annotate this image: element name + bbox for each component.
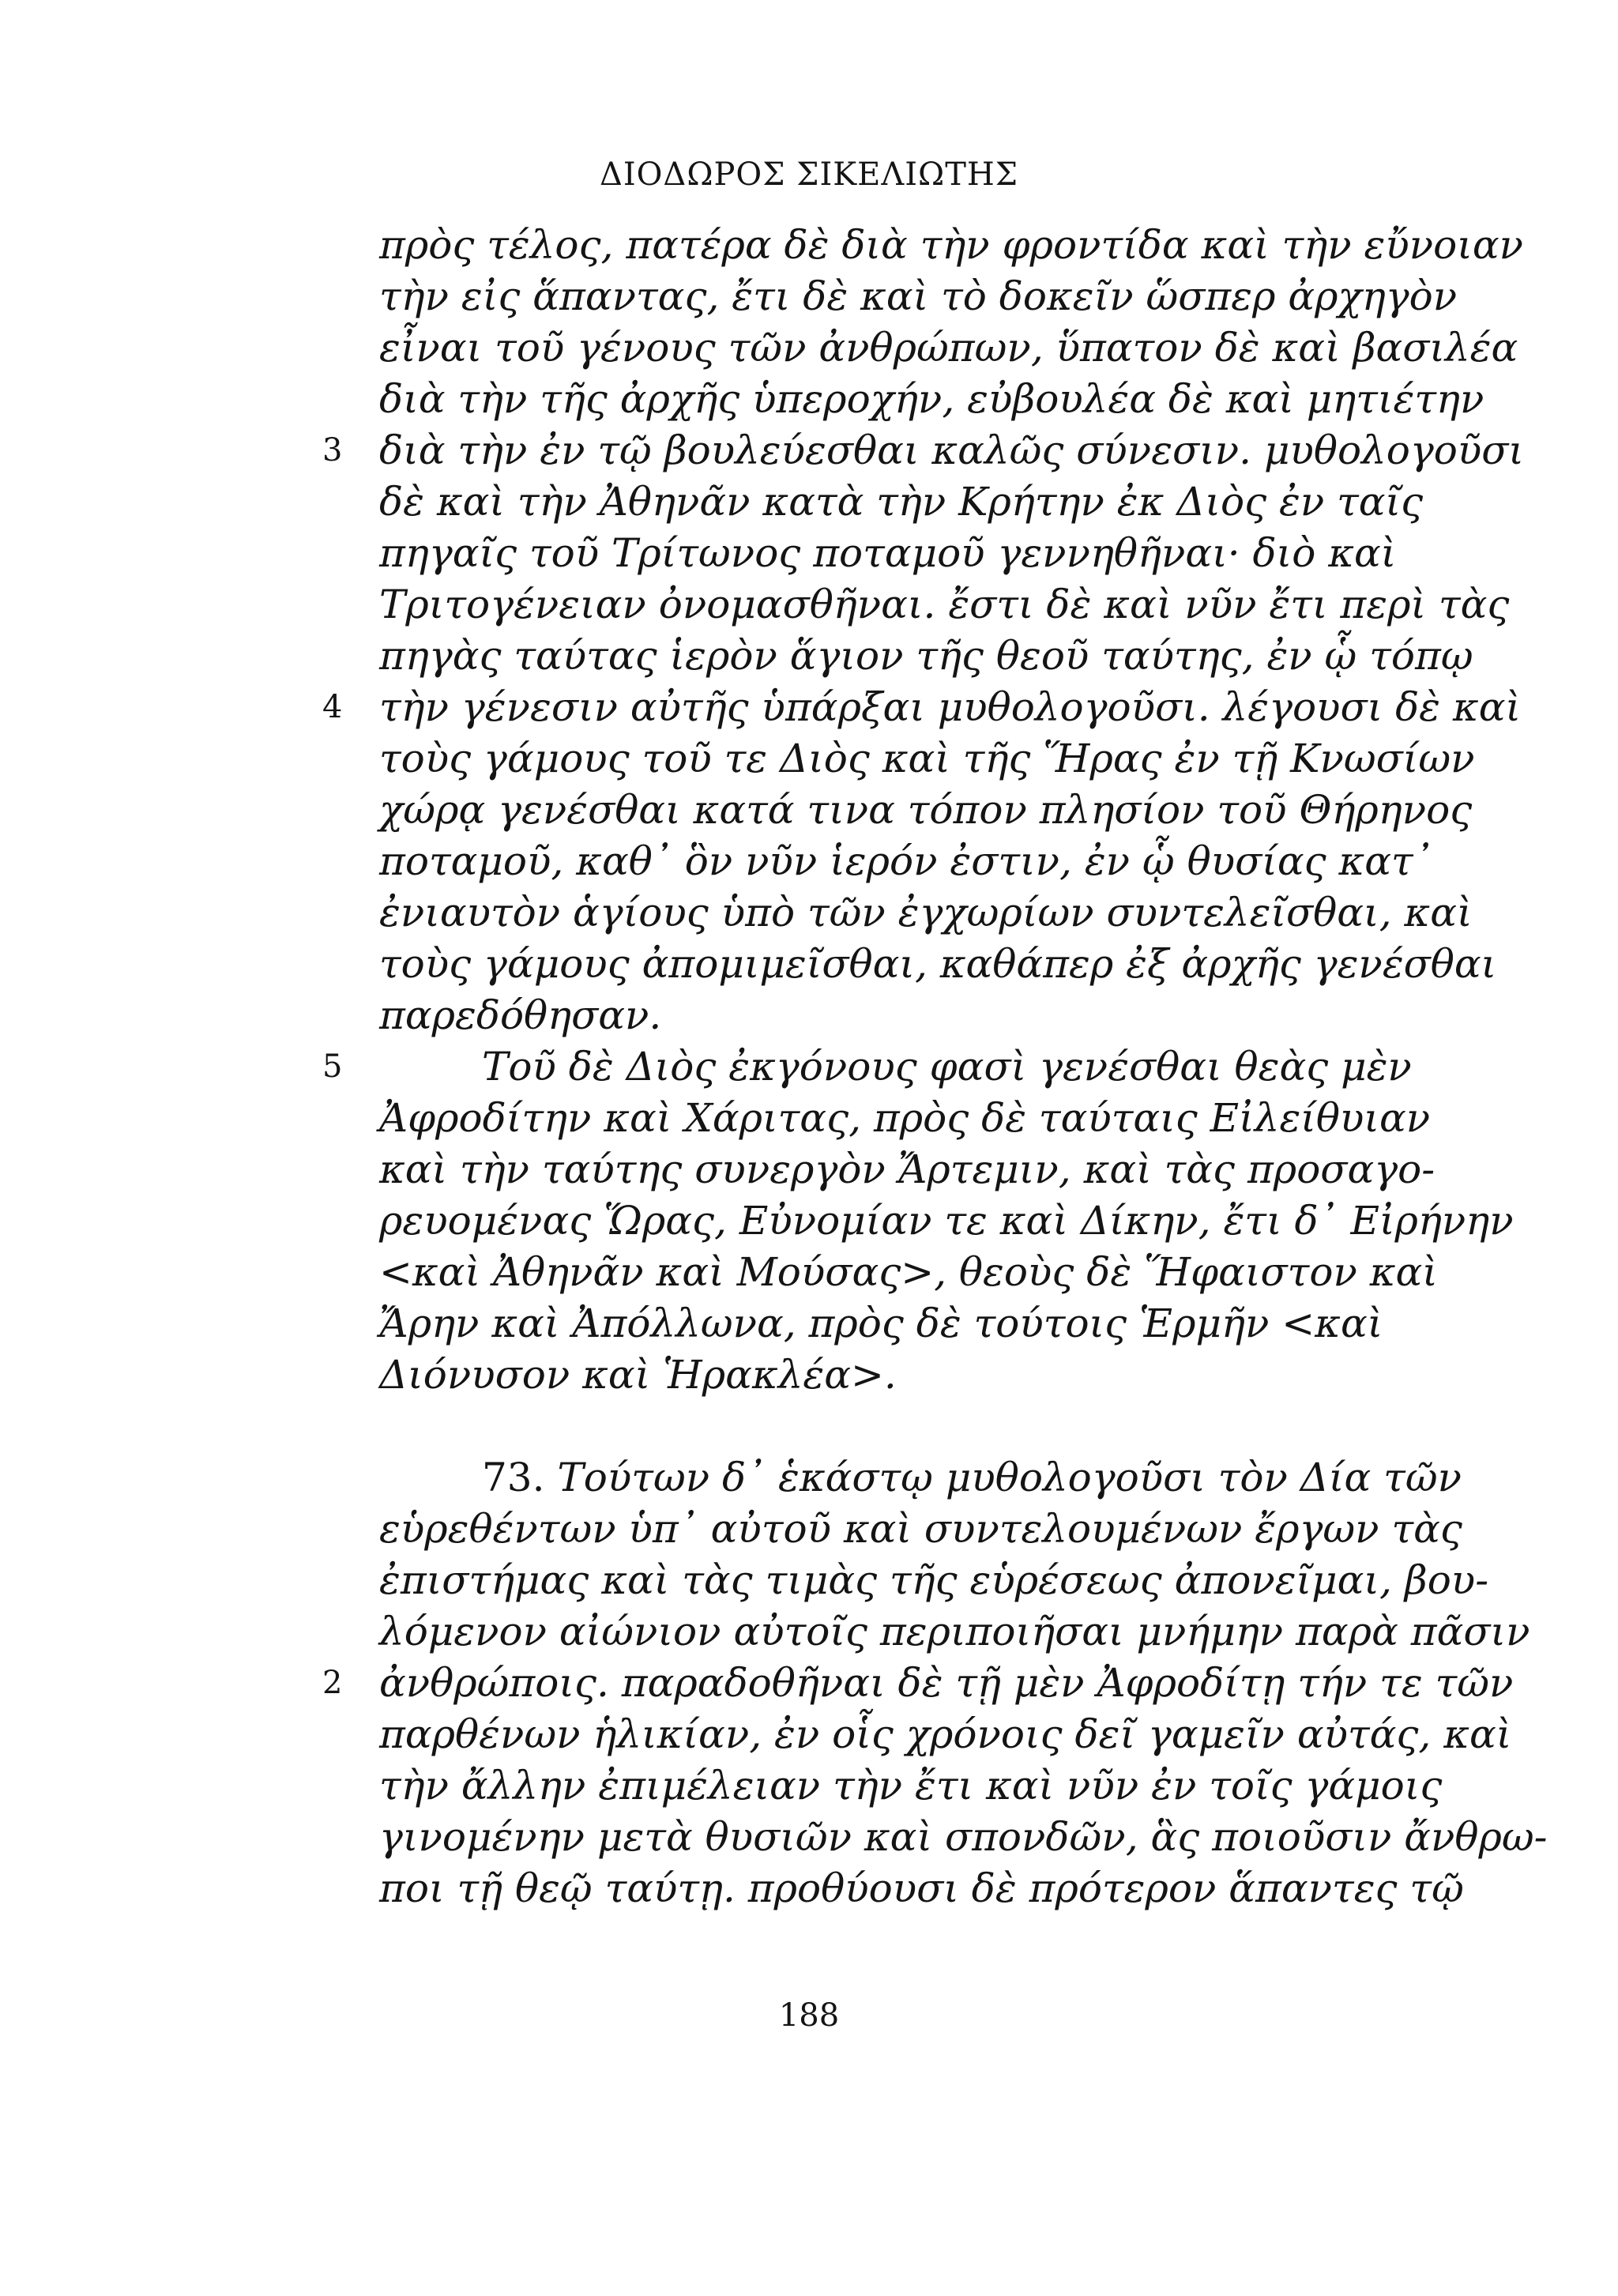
running-header: ΔΙΟΔΩΡΟΣ ΣΙΚΕΛΙΩΤΗΣ xyxy=(599,156,1019,193)
text-line: εἶναι τοῦ γένους τῶν ἀνθρώπων, ὕπατον δὲ καὶ βασιλέα xyxy=(379,325,1518,371)
text-line: καὶ τὴν ταύτης συνεργὸν Ἄρτεμιν, καὶ τὰς προσαγο- xyxy=(379,1146,1436,1192)
text-line: πηγὰς ταύτας ἱερὸν ἅγιον τῆς θεοῦ ταύτης, ἐν ᾧ τόπῳ xyxy=(379,633,1473,679)
text-line: Τριτογένειαν ὀνομασθῆναι. ἔστι δὲ καὶ νῦν ἔτι περὶ τὰς xyxy=(379,582,1510,627)
text-line: γινομένην μετὰ θυσιῶν καὶ σπονδῶν, ἃς ποιοῦσιν ἄνθρω- xyxy=(379,1814,1548,1860)
text-line: ἀνθρώποις. παραδοθῆναι δὲ τῇ μὲν Ἀφροδίτῃ τήν τε τῶν xyxy=(379,1660,1514,1706)
text-line: τοὺς γάμους ἀπομιμεῖσθαι, καθάπερ ἐξ ἀρχῆς γενέσθαι xyxy=(379,941,1497,987)
text-line: Ἄρην καὶ Ἀπόλλωνα, πρὸς δὲ τούτοις Ἑρμῆν <καὶ xyxy=(379,1300,1383,1346)
text-line: πηγαῖς τοῦ Τρίτωνος ποταμοῦ γεννηθῆναι· διὸ καὶ xyxy=(379,530,1397,576)
section-marker: 5 xyxy=(322,1048,343,1085)
text-line: ἐνιαυτὸν ἁγίους ὑπὸ τῶν ἐγχωρίων συντελεῖσθαι, καὶ xyxy=(379,890,1473,935)
text-line xyxy=(482,1452,1462,1503)
text-line: διὰ τὴν τῆς ἀρχῆς ὑπεροχήν, εὐβουλέα δὲ καὶ μητιέτην xyxy=(379,376,1484,422)
section-marker: 3 xyxy=(322,432,343,469)
text-line: παρθένων ἡλικίαν, ἐν οἷς χρόνοις δεῖ γαμεῖν αὐτάς, καὶ xyxy=(379,1711,1512,1757)
section-marker: 4 xyxy=(322,689,343,725)
text-line: τὴν ἄλλην ἐπιμέλειαν τὴν ἔτι καὶ νῦν ἐν τοῖς γάμοις xyxy=(379,1763,1443,1809)
text-line: <καὶ Ἀθηνᾶν καὶ Μούσας>, θεοὺς δὲ Ἥφαιστον καὶ xyxy=(379,1249,1438,1295)
text-line: τὴν εἰς ἅπαντας, ἔτι δὲ καὶ τὸ δοκεῖν ὥσπερ ἀρχηγὸν xyxy=(379,273,1458,319)
section-marker: 2 xyxy=(322,1665,343,1701)
text-line: ἐπιστήμας καὶ τὰς τιμὰς τῆς εὑρέσεως ἀπονεῖμαι, βου- xyxy=(379,1557,1489,1603)
text-line: ποταμοῦ, καθ᾽ ὃν νῦν ἱερόν ἐστιν, ἐν ᾧ θυσίας κατ᾽ xyxy=(379,838,1433,884)
text-line: εὑρεθέντων ὑπ᾽ αὐτοῦ καὶ συντελουμένων ἔργων τὰς xyxy=(379,1506,1462,1552)
text-line-content: Τούτων δ᾽ ἑκάστῳ μυθολογοῦσι τὸν Δία τῶν xyxy=(557,1455,1462,1500)
text-line: λόμενον αἰώνιον αὐτοῖς περιποιῆσαι μνήμην παρὰ πᾶσιν xyxy=(379,1609,1530,1654)
text-line: χώρᾳ γενέσθαι κατά τινα τόπον πλησίον τοῦ Θήρηνος xyxy=(379,787,1473,833)
text-line: Τοῦ δὲ Διὸς ἐκγόνους φασὶ γενέσθαι θεὰς μὲν xyxy=(482,1044,1412,1090)
text-line: τὴν γένεσιν αὐτῆς ὑπάρξαι μυθολογοῦσι. λέγουσι δὲ καὶ xyxy=(379,684,1522,730)
text-line: δὲ καὶ τὴν Ἀθηνᾶν κατὰ τὴν Κρήτην ἐκ Διὸς ἐν ταῖς xyxy=(379,479,1424,525)
text-line: Διόνυσον καὶ Ἡρακλέα>. xyxy=(379,1352,897,1398)
text-line: διὰ τὴν ἐν τῷ βουλεύεσθαι καλῶς σύνεσιν. μυθολογοῦσι xyxy=(379,427,1524,473)
page-number: 188 xyxy=(778,1997,840,2034)
text-line: ποι τῇ θεῷ ταύτῃ. προθύουσι δὲ πρότερον ἅπαντες τῷ xyxy=(379,1865,1464,1911)
text-line: ρευομένας Ὥρας, Εὐνομίαν τε καὶ Δίκην, ἔτι δ᾽ Εἰρήνην xyxy=(379,1198,1514,1244)
text-line: παρεδόθησαν. xyxy=(379,992,662,1038)
chapter-number: 73. xyxy=(482,1455,545,1500)
text-line: τοὺς γάμους τοῦ τε Διὸς καὶ τῆς Ἥρας ἐν τῇ Κνωσίων xyxy=(379,736,1475,781)
text-line: Ἀφροδίτην καὶ Χάριτας, πρὸς δὲ ταύταις Εἰλείθυιαν xyxy=(379,1095,1431,1141)
text-line: πρὸς τέλος, πατέρα δὲ διὰ τὴν φροντίδα καὶ τὴν εὔνοιαν xyxy=(379,222,1523,268)
